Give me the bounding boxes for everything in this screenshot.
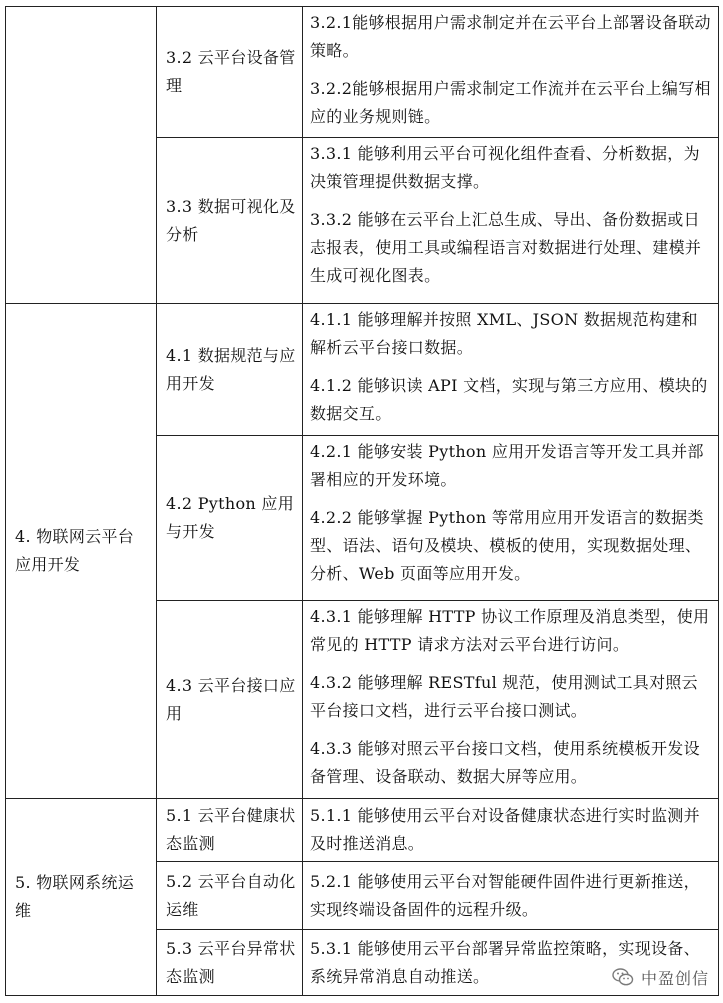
unit-label: 4.3 云平台接口应用 [166, 675, 296, 723]
module-cell [6, 7, 157, 304]
table-row [6, 799, 719, 862]
unit-label: 4.1 数据规范与应用开发 [166, 345, 296, 393]
requirements-cell [303, 138, 719, 304]
requirements-cell [303, 601, 719, 799]
requirements-cell [303, 7, 719, 138]
unit-cell [157, 799, 303, 862]
requirements-cell [303, 436, 719, 601]
requirement-text: 3.2.1能够根据用户需求制定并在云平台上部署设备联动策略。 [310, 13, 711, 60]
unit-label: 4.2 Python 应用与开发 [166, 494, 294, 541]
requirement-text: 4.3.3 能够对照云平台接口文档，使用系统模板开发设备管理、设备联动、数据大屏等应用。 [310, 739, 700, 786]
requirements-cell [303, 304, 719, 436]
requirement-text: 5.2.1 能够使用云平台对智能硬件固件进行更新推送，实现终端设备固件的远程升级。 [310, 871, 700, 919]
requirements-cell [303, 799, 719, 862]
unit-cell [157, 138, 303, 304]
requirement-text: 4.1.2 能够识读 API 文档，实现与第三方应用、模块的数据交互。 [310, 376, 708, 423]
unit-cell [157, 436, 303, 601]
module-cell [6, 304, 157, 799]
unit-cell [157, 304, 303, 436]
unit-label: 5.2 云平台自动化运维 [166, 871, 296, 919]
requirement-text: 3.3.2 能够在云平台上汇总生成、导出、备份数据或日志报表，使用工具或编程语言对数据进行处理、建模并生成可视化图表。 [310, 210, 702, 285]
requirement-text: 5.1.1 能够使用云平台对设备健康状态进行实时监测并及时推送消息。 [310, 806, 700, 853]
requirement-text: 4.2.1 能够安装 Python 应用开发语言等开发工具并部署相应的开发环境。 [310, 442, 704, 489]
table-row [6, 304, 719, 436]
wechat-icon [611, 965, 635, 989]
unit-cell [157, 930, 303, 996]
requirement-text: 4.3.2 能够理解 RESTful 规范，使用测试工具对照云平台接口文档，进行云平台接口测试。 [310, 673, 698, 720]
unit-label: 3.2 云平台设备管理 [166, 48, 296, 95]
unit-cell [157, 601, 303, 799]
requirement-text: 4.1.1 能够理解并按照 XML、JSON 数据规范构建和解析云平台接口数据。 [310, 310, 698, 357]
requirement-text: 5.3.1 能够使用云平台部署异常监控策略，实现设备、系统异常消息自动推送。 [310, 938, 700, 986]
requirement-text: 4.2.2 能够掌握 Python 等常用应用开发语言的数据类型、语法、语句及模块、模板的使用，实现数据处理、分析、Web 页面等应用开发。 [310, 508, 704, 583]
unit-label: 5.1 云平台健康状态监测 [166, 806, 296, 853]
unit-label: 5.3 云平台异常状态监测 [166, 938, 296, 986]
unit-label: 3.3 数据可视化及分析 [166, 196, 296, 244]
module-label: 5. 物联网系统运维 [15, 873, 135, 920]
requirement-text: 4.3.1 能够理解 HTTP 协议工作原理及消息类型，使用常见的 HTTP 请求方法对云平台进行访问。 [310, 607, 710, 654]
requirement-text: 3.3.1 能够利用云平台可视化组件查看、分析数据，为决策管理提供数据支撑。 [310, 144, 700, 191]
table-row [6, 7, 719, 138]
requirements-cell [303, 862, 719, 930]
module-cell [6, 799, 157, 996]
watermark [607, 963, 713, 991]
unit-cell [157, 862, 303, 930]
competency-table [5, 6, 719, 996]
unit-cell [157, 7, 303, 138]
watermark-text: 中盈创信 [640, 968, 709, 988]
requirement-text: 3.2.2能够根据用户需求制定工作流并在云平台上编写相应的业务规则链。 [310, 79, 711, 126]
module-label: 4. 物联网云平台应用开发 [15, 527, 135, 574]
